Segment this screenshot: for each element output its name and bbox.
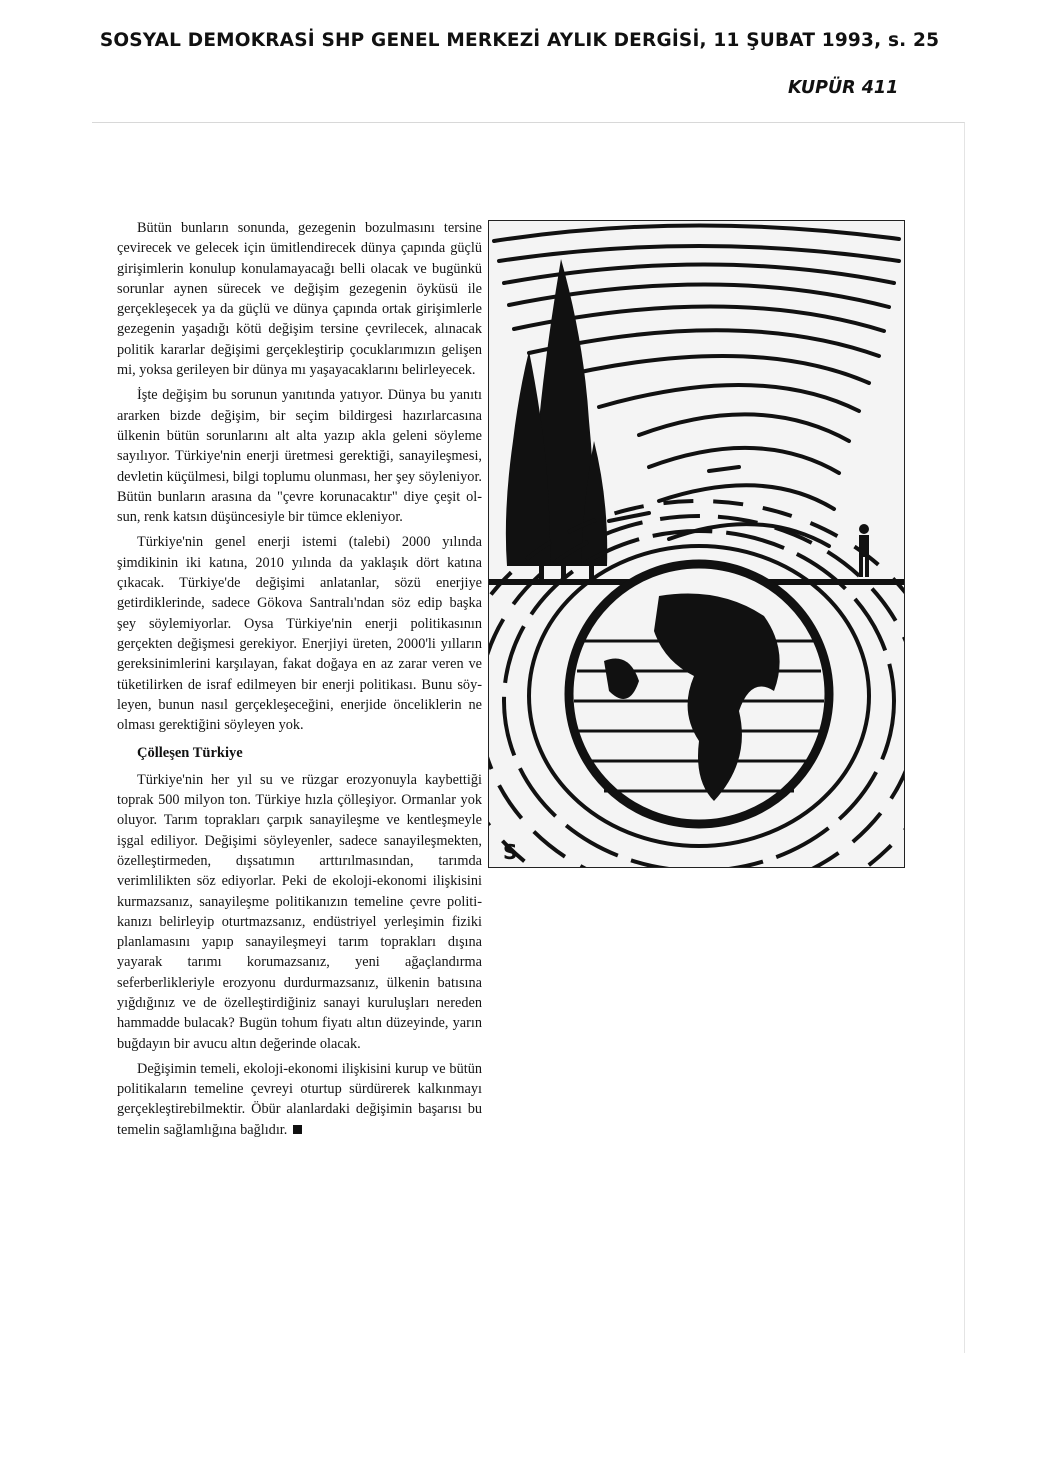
paragraph: Türkiye'nin her yıl su ve rüzgar erozyonuyla kaybettiği toprak 500 milyon ton. Türkiye hızla çölleşiyor. Ormanlar yok oluyor. Tarım toprakları çarpık sanayileşme ve kentleşmeyle işgal ediliyor. Değişimi söyleyenler, sadece sanayileşmekten, özelleştirmeden, dışsatımın arttırılmasından, tarımda verimlilikten söz ediyorlar. Peki de ekoloji-ekonomi ilişkisini kurmazsanız, sanayileşme politikanızın temeline çevre politikanızı belirleyip oturtmazsanız, endüstriyel yerleşimin fiziki planlamasını yapıp sanayileşmeyi tarım toprakları dışına yayarak tarımı korumazsanız, yeni ağaçlandırma seferberlikleriyle erozyonu durdurmazsanız, ülkenin batısına yığdığınız ve de özelleştirdiğiniz sanayi kuruluşları nereden hammadde bulacak? Bugün tohum fiyatı altın düzeyinde, yarın buğdayın bir avucu altın değerinde olacak. [117,771,482,1052]
article-body [117,218,482,1145]
paragraph: Türkiye'nin genel enerji istemi (talebi) 2000 yılında şimdikinin iki katına, 2010 yılında da yaklaşık dört katına çıkacak. Türkiye'de değişimi anlatanlar, sözü enerjiye getirdiklerinde, sadece Gökova Santralı'ndan söz edip başka şey söylemiyorlar. Oysa Türkiye'nin enerji politikasının gerçekten değişmesi gerekiyor. Enerjiyi üreten, 2000'li yılların gereksinimlerini karşılayan, fakat doğaya en az zarar veren ve tüketilirken de israf edilmeyen bir enerji politikası. Bunu söyleyen, bunun nasıl gerçekleşeceğini, enerjide önceliklerin ne olması gerektiğini söyleyen yok. [117,534,482,734]
section-heading: Çölleşen Türkiye [137,745,243,762]
earth-globe [569,564,829,824]
clip-number: KUPÜR 411 [788,78,899,98]
illustration-svg [489,221,904,867]
artist-signature: S [503,840,518,864]
cypress-trees [506,259,607,581]
end-of-article-mark [293,1125,302,1134]
paragraph: İşte değişim bu sorunun yanıtında yatıyor. Dünya bu yanıtı ararken bizde değişim, bir seçim bildirgesi hazırlarcasına ülkenin bütün sorunlarını alt alta yazıp akla geleni söyleme sayılıyor. Türkiye'nin enerji üretmesi gerektiği, sanayileşmesi, devletin küçülmesi, bilgi toplumu olunması, her şey söyleniyor. Bütün bunların arasına da "çevre korunacaktır" diye çeşit olsun, renk katsın düşüncesiyle bir tümce ekleniyor. [117,387,482,526]
paragraph: Bütün bunların sonunda, gezegenin bozulmasını tersine çevirecek ve gelecek için ümitlendirecek dünya çapında güçlü girişimlerin konulup konulamayacağı belli olacak ve bugünkü sorunlar aynen sürecek ve değişim gezegenin öyküsü ile gerçekleşecek ya da güçlü ve dünya çapında ortak girişimlerle gezegenin yaşadığı kötü değişim tersine çevrilecek, alınacak politik kararlar değişimi gerçekleştirip çocuklarımızın gelişen mi, yoksa gerileyen bir dünya mı yaşayacaklarını belirleyecek. [117,220,482,379]
publication-header: SOSYAL DEMOKRASİ SHP GENEL MERKEZİ AYLIK DERGİSİ, 11 ŞUBAT 1993, s. 25 [99,30,940,51]
closing-paragraph-text: Değişimin temeli, ekoloji-ekonomi ilişkisini kurup ve bütün politikaların temeline çevreyi oturtup sürdürerek kalkınmayı gerçekleştirebilmektir. Öbür alanlardaki değişimin başarısı bu temelin sağlamlığına bağlıdır. [117,1060,482,1138]
paragraph [117,1059,482,1140]
woodcut-illustration [488,220,905,868]
